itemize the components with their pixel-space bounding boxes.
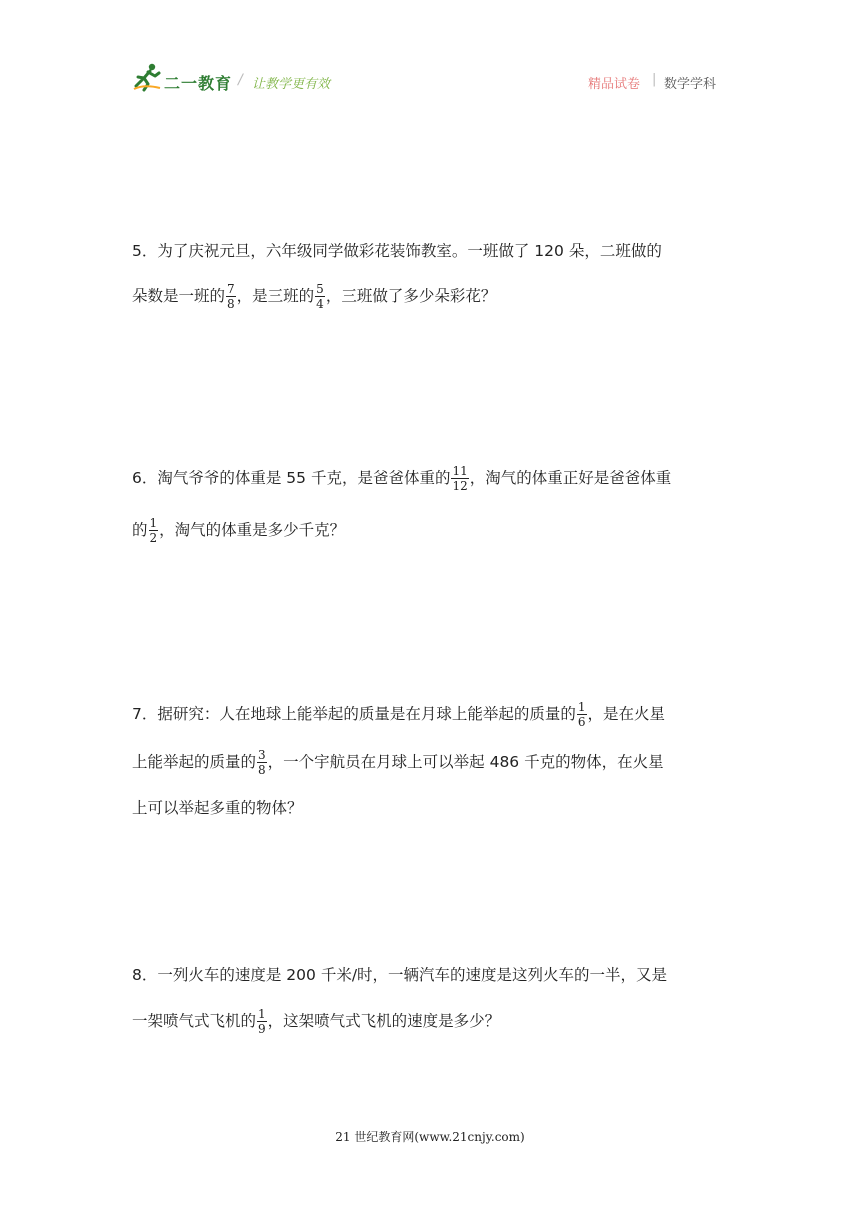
question-6-line-1: [132, 458, 671, 498]
exam-tag: 精品试卷: [588, 77, 641, 92]
fraction: [257, 1007, 267, 1036]
question-7-line-2: [132, 742, 664, 782]
question-text: 的: [132, 521, 148, 539]
question-text: 上可以举起多重的物体？: [132, 799, 303, 817]
question-number: 6．: [132, 469, 158, 487]
question-text: 一架喷气式飞机的: [132, 1012, 257, 1030]
numerator: 1: [149, 516, 158, 530]
brand-name: 二一教育: [164, 74, 233, 93]
question-number: 8．: [132, 966, 158, 984]
fraction: [257, 748, 267, 777]
question-text: 为了庆祝元旦，六年级同学做彩花装饰教室。一班做了 120 朵，二班做的: [157, 242, 662, 260]
fraction: [315, 282, 325, 311]
question-5-line-2: [132, 276, 496, 316]
running-man-icon: [132, 62, 162, 92]
question-text: ，是在火星: [587, 705, 666, 723]
numerator: 1: [258, 1007, 266, 1021]
question-text: 一列火车的速度是 200 千米/时，一辆汽车的速度是这列火车的一半，又是: [157, 966, 668, 984]
question-text: 上能举起的质量的: [132, 753, 257, 771]
question-text: ，一个宇航员在月球上可以举起 486 千克的物体，在火星: [267, 753, 664, 771]
question-text: 淘气爷爷的体重是 55 千克，是爸爸体重的: [157, 469, 451, 487]
tag-separator: |: [652, 72, 657, 87]
fraction: [149, 516, 159, 545]
question-number: 7．: [132, 705, 158, 723]
question-8-line-2: [132, 1001, 500, 1041]
question-text: ，淘气的体重正好是爸爸体重: [469, 469, 672, 487]
question-8-line-1: [132, 955, 667, 995]
fraction: [226, 282, 236, 311]
fraction: [451, 464, 468, 493]
question-6-line-2: [132, 510, 345, 550]
question-text: ，三班做了多少朵彩花？: [325, 287, 497, 305]
question-text: 朵数是一班的: [132, 287, 226, 305]
header-divider: /: [238, 72, 243, 88]
page-footer: 21 世纪教育网(www.21cnjy.com): [335, 1130, 525, 1144]
numerator: 11: [452, 464, 468, 478]
fraction: [577, 700, 587, 729]
question-text: ，淘气的体重是多少千克？: [159, 521, 346, 539]
denominator: 6: [577, 715, 586, 729]
question-text: ，是三班的: [236, 287, 315, 305]
question-7-line-3: [132, 788, 303, 828]
denominator: 12: [452, 479, 468, 493]
question-text: ，这架喷气式飞机的速度是多少？: [267, 1012, 501, 1030]
numerator: 5: [316, 282, 324, 296]
question-number: 5．: [132, 242, 158, 260]
numerator: 1: [577, 700, 586, 714]
denominator: 8: [258, 763, 266, 777]
subject-tag: 数学学科: [664, 77, 717, 92]
question-text: 据研究：人在地球上能举起的质量是在月球上能举起的质量的: [157, 705, 576, 723]
numerator: 7: [227, 282, 235, 296]
question-5-line-1: [132, 231, 662, 271]
denominator: 4: [316, 297, 324, 311]
denominator: 8: [227, 297, 235, 311]
brand-slogan: 让教学更有效: [252, 77, 331, 92]
denominator: 2: [149, 531, 158, 545]
page-header: [0, 0, 860, 110]
numerator: 3: [258, 748, 266, 762]
denominator: 9: [258, 1022, 266, 1036]
question-7-line-1: [132, 694, 665, 734]
